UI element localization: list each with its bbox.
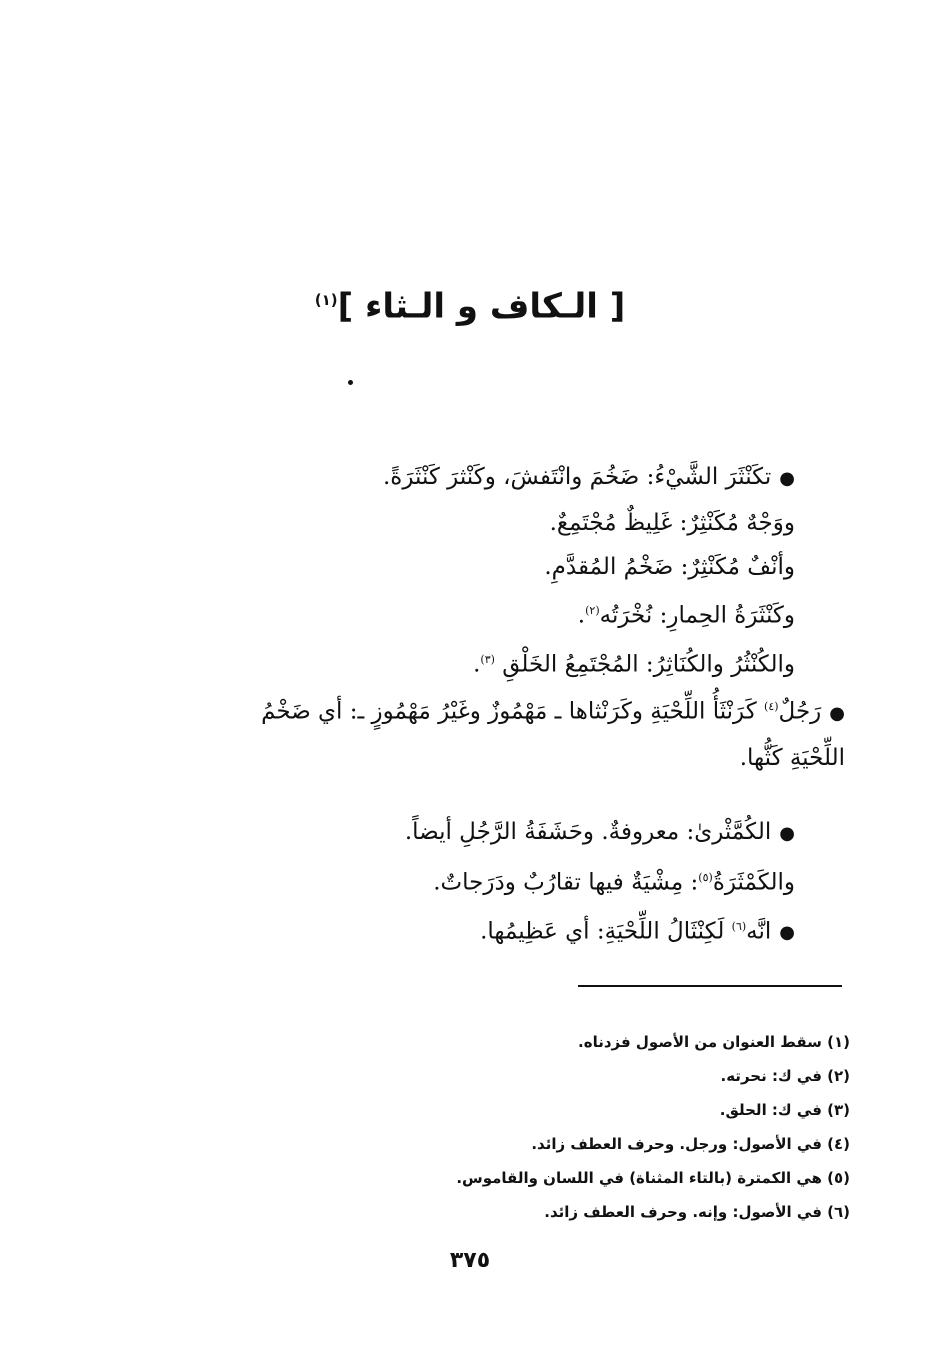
footnotes: [330, 1025, 850, 1229]
entry-kanthar: [95, 455, 795, 686]
entry-line: والكُنْثُرُ والكُنَاثِرُ: المُجْتَمِعُ الخَلْقِ $^{(٣)}$.: [473, 651, 795, 678]
entry-line-text: : مِشْيَةٌ فيها تقارُبٌ ودَرَجاتٌ.: [433, 869, 699, 896]
footnote-ref: (٤): [764, 700, 779, 713]
footnote: (٣) في ك: الحلق.: [719, 1101, 850, 1119]
entry-line: وكَنْثَرَةُ الحِمارِ: نُخْرَتُه$^{(٢)}$.: [577, 602, 795, 629]
footnote-divider: [578, 985, 842, 987]
footnote: (١) سقط العنوان من الأصول فزدناه.: [578, 1033, 850, 1051]
entry-line-text: وكَنْثَرَةُ الحِمارِ: نُخْرَتُه: [599, 602, 795, 629]
entry-line-text: رَجُلٌ: [778, 698, 822, 725]
entry-line-text: والكُنْثُرُ والكُنَاثِرُ: المُجْتَمِعُ الخَلْقِ: [502, 651, 795, 678]
entry-karanthaa: [95, 685, 845, 780]
entry-line: [95, 905, 795, 956]
footnote: (٤) في الأصول: ورجل. وحرف العطف زائد.: [531, 1135, 850, 1153]
page-title: [290, 270, 650, 336]
footnote-ref: (٥): [698, 871, 713, 884]
entry-kummathra: [95, 810, 795, 955]
footnote: (٥) هي الكمترة (بالتاء المثناة) في اللسان والقاموس.: [456, 1169, 850, 1187]
footnote-ref: (٢): [585, 604, 600, 617]
entry-line: [95, 856, 795, 905]
footnote: (٢) في ك: نحرته.: [720, 1067, 850, 1085]
footnote-ref: (٦): [731, 919, 747, 933]
footnote-ref: (٣): [480, 652, 495, 666]
entry-line: ● تكَنْثَرَ الشَّيْءُ: ضَخُمَ وانْتَفشَ، وكَنْثرَ كَنْثَرَةً.: [95, 455, 795, 501]
entry-line-text: والكَمْثَرَةُ: [712, 869, 795, 896]
entry-line: وأنْفٌ مُكَنْثِرٌ: ضَخْمُ المُقدَّمِ.: [544, 554, 795, 580]
title-text: [ الـكاف و الـثاء ]: [337, 286, 626, 327]
footnote: (٦) في الأصول: وإنه. وحرف العطف زائد.: [544, 1203, 850, 1221]
entry-line: ووَجْهٌ مُكَنْثِرٌ: غَلِيظٌ مُجْتَمِعٌ.: [549, 510, 795, 536]
page-number: ٣٧٥: [449, 1248, 491, 1273]
entry-line: [95, 685, 845, 736]
entry-line-text: انَّه: [746, 918, 772, 945]
title-footnote-ref: (١): [314, 291, 338, 309]
entry-line-text: لَكِنْثَالُ اللِّحْيَةِ: أي عَظِيمُها.: [480, 918, 725, 945]
ornament-dot: [348, 380, 353, 385]
entry-line-text: كَرَنْثَأُ اللِّحْيَةِ وكَرَنْثاها ـ مَهْمُوزٌ وغَيْرُ مَهْمُوزٍ ـ: أي ضَخْمُ: [261, 698, 757, 725]
entry-line: ● الكُمَّثْرىٰ: معروفةٌ. وحَشَفَةُ الرَّجُلِ أيضاً.: [95, 810, 795, 856]
entry-line: اللِّحْيَةِ كَثُّها.: [739, 744, 845, 771]
